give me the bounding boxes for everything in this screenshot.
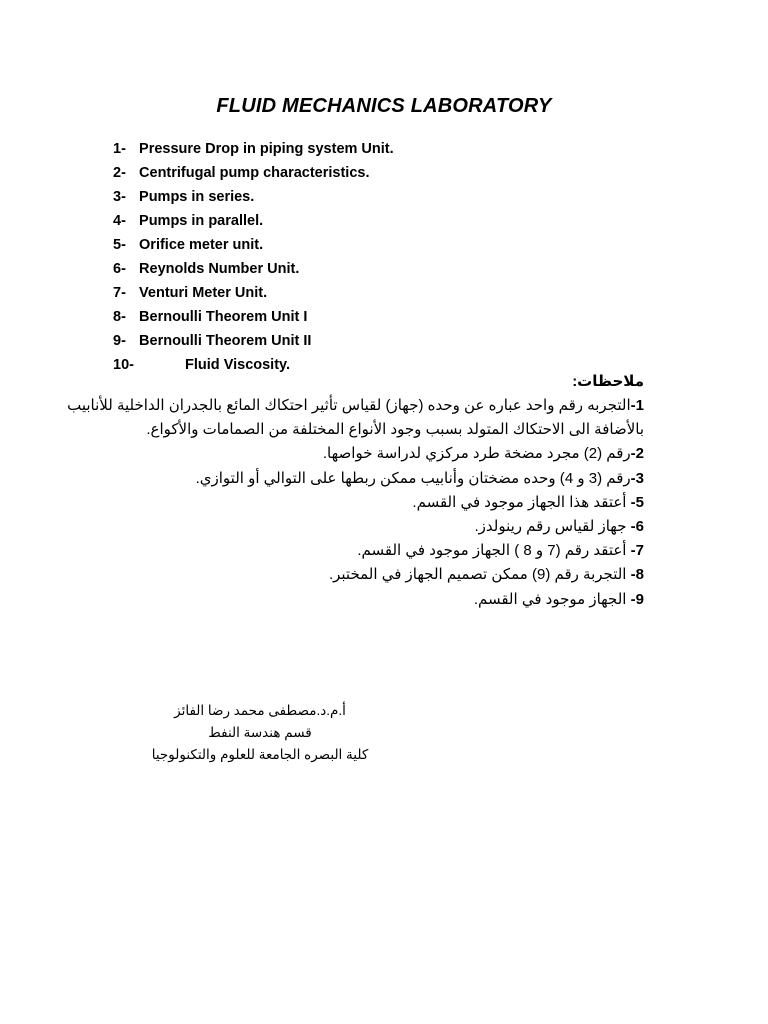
list-item-text: Orifice meter unit. [139, 237, 264, 253]
signature-block [130, 700, 390, 766]
note-line [84, 442, 644, 466]
note-number: 3- [630, 469, 644, 487]
signature-name: أ.م.د.مصطفى محمد رضا الفائز [174, 703, 346, 718]
list-item [113, 257, 394, 281]
list-item [113, 209, 394, 233]
note-line [84, 467, 644, 491]
list-item [113, 185, 394, 209]
list-item-number: 1- [113, 141, 126, 157]
list-item-text: Reynolds Number Unit. [139, 261, 300, 277]
note-text: التجربة رقم (9) ممكن تصميم الجهاز في المختبر. [328, 566, 627, 584]
list-item-number: 3- [113, 189, 126, 205]
signature-department: قسم هندسة النفط [208, 725, 312, 740]
list-item-text: Fluid Viscosity. [185, 357, 291, 373]
note-text: جهاز لقياس رقم رينولدز. [474, 517, 627, 535]
list-item [113, 233, 394, 257]
list-item-text: Pressure Drop in piping system Unit. [139, 141, 394, 157]
signature-college: كلية البصره الجامعة للعلوم والتكنولوجيا [151, 747, 369, 762]
experiment-list [113, 137, 394, 377]
note-line [84, 588, 644, 612]
note-text: الجهاز موجود في القسم. [473, 590, 627, 608]
note-text: بالأضافة الى الاحتكاك المتولد بسبب وجود الأنواع المختلفة من الصمامات والأكواع. [146, 421, 644, 439]
note-text: التجربه رقم واحد عباره عن وحده (جهاز) لقياس تأثير احتكاك المائع بالجدران الداخلية للأنابيب [67, 397, 631, 414]
list-item-number: 10- [113, 357, 134, 373]
list-item-number: 2- [113, 165, 126, 181]
note-text: أعتقد هذا الجهاز موجود في القسم. [412, 493, 627, 511]
note-number: 9- [630, 590, 644, 608]
note-text: أعتقد رقم (7 و 8 ) الجهاز موجود في القسم. [357, 542, 627, 560]
list-item-text: Pumps in series. [139, 189, 255, 205]
list-item-number: 7- [113, 285, 126, 301]
list-item-text: Centrifugal pump characteristics. [139, 165, 370, 181]
note-number: 7- [630, 542, 644, 560]
list-item-number: 8- [113, 309, 126, 325]
list-item-number: 4- [113, 213, 126, 229]
note-text: رقم (2) مجرد مضخة طرد مركزي لدراسة خواصها. [322, 445, 631, 463]
list-item [113, 161, 394, 185]
list-item-text: Pumps in parallel. [139, 213, 264, 229]
note-number: 1- [630, 397, 644, 414]
list-item-text: Bernoulli Theorem Unit II [139, 333, 312, 349]
note-line [84, 515, 644, 539]
list-item-number: 9- [113, 333, 126, 349]
note-number: 5- [630, 493, 644, 511]
note-line [84, 418, 644, 442]
page-title: FLUID MECHANICS LABORATORY [216, 95, 552, 117]
note-number: 2- [630, 445, 644, 463]
note-line [84, 539, 644, 563]
note-line [84, 491, 644, 515]
list-item-number: 5- [113, 237, 126, 253]
list-item [113, 329, 394, 353]
note-number: 6- [630, 517, 644, 535]
list-item-text: Venturi Meter Unit. [139, 285, 268, 301]
notes-section [67, 370, 644, 612]
list-item-number: 6- [113, 261, 126, 277]
note-text: رقم (3 و 4) وحده مضختان وأنابيب ممكن ربطها على التوالي أو التوازي. [195, 469, 631, 487]
note-line [84, 563, 644, 587]
list-item [113, 281, 394, 305]
note-line [67, 394, 644, 418]
note-number: 8- [630, 566, 644, 584]
notes-heading: ملاحظات: [572, 373, 644, 390]
list-item-text: Bernoulli Theorem Unit I [139, 309, 308, 325]
list-item [113, 137, 394, 161]
list-item [113, 305, 394, 329]
